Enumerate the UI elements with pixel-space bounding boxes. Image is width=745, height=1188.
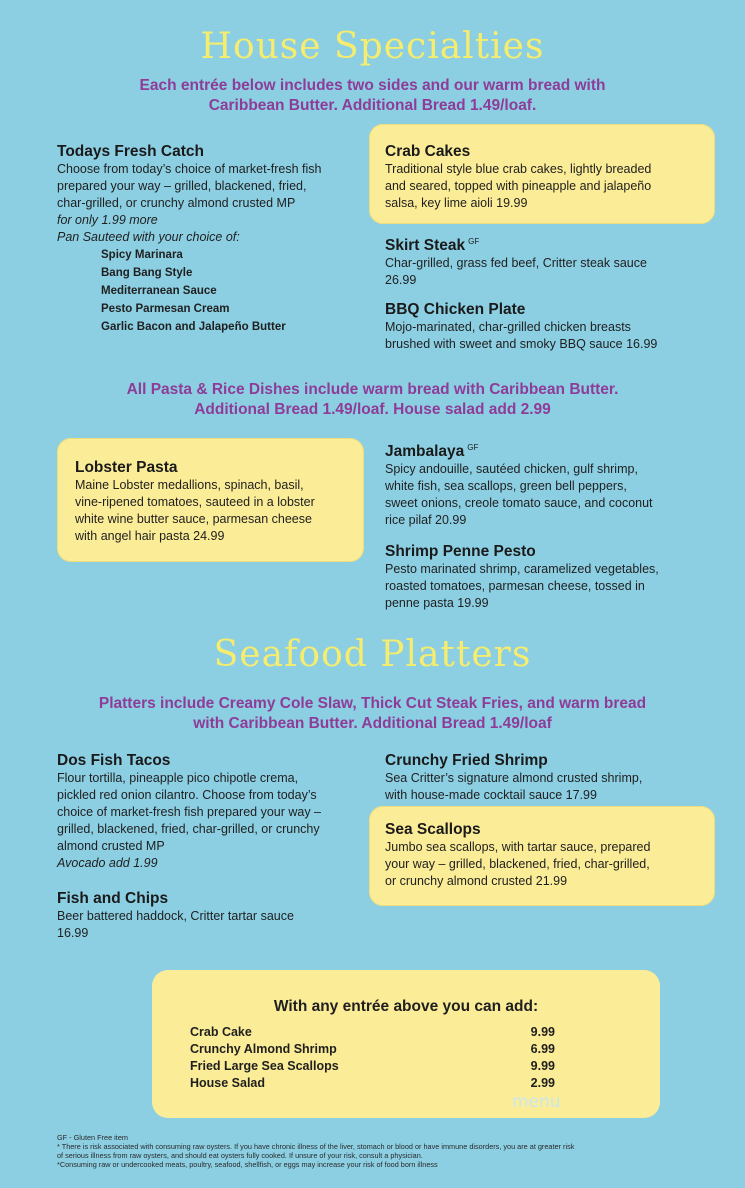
item-desc-line: white fish, sea scallops, green bell peppers, bbox=[385, 479, 627, 494]
menu-item-fresh-catch bbox=[57, 142, 357, 336]
addon-row bbox=[190, 1059, 555, 1073]
menu-item-sea-scallops bbox=[385, 820, 710, 890]
item-desc-line: almond crusted MP bbox=[57, 839, 165, 853]
item-name bbox=[385, 232, 705, 255]
item-desc-line: Spicy andouille, sautéed chicken, gulf shrimp, bbox=[385, 462, 638, 477]
item-desc-line: Sea Critter’s signature almond crusted shrimp, bbox=[385, 771, 643, 785]
item-desc-line: roasted tomatoes, parmesan cheese, tossed in bbox=[385, 579, 645, 593]
pasta-intro-line-2: Additional Bread 1.49/loaf. House salad add 2.99 bbox=[194, 401, 551, 418]
item-name: Fish and Chips bbox=[57, 890, 169, 907]
item-desc-line: Choose from today’s choice of market-fresh fish bbox=[57, 162, 322, 176]
item-desc-line: Char-grilled, grass fed beef, Critter steak sauce bbox=[385, 256, 647, 271]
item-desc-line: with angel hair pasta 24.99 bbox=[75, 529, 225, 543]
item-desc-line: char-grilled, or crunchy almond crusted MP bbox=[57, 196, 296, 210]
item-desc-line: sweet onions, creole tomato sauce, and coconut bbox=[385, 496, 653, 511]
gluten-free-tag: GF bbox=[468, 237, 480, 246]
item-name: Crunchy Fried Shrimp bbox=[385, 752, 548, 769]
footer-line: GF - Gluten Free item bbox=[57, 1133, 128, 1142]
pasta-intro bbox=[0, 380, 745, 420]
addon-row bbox=[190, 1076, 555, 1090]
menu-item-crab-cakes bbox=[385, 142, 705, 212]
item-desc-line: rice pilaf 20.99 bbox=[385, 513, 467, 528]
addon-row bbox=[190, 1042, 555, 1056]
menu-item-jambalaya bbox=[385, 438, 715, 529]
menu-item-lobster-pasta bbox=[75, 458, 360, 545]
item-desc-line: Jumbo sea scallops, with tartar sauce, prepared bbox=[385, 840, 651, 854]
item-name-text: Jambalaya bbox=[385, 443, 465, 461]
item-desc-line: Maine Lobster medallions, spinach, basil, bbox=[75, 478, 304, 492]
section-title-seafood-platters: Seafood Platters bbox=[213, 634, 532, 675]
sauce-option: Bang Bang Style bbox=[101, 267, 193, 279]
addons-box bbox=[152, 970, 660, 1118]
seafood-intro-line-2: with Caribbean Butter. Additional Bread 1.49/loaf bbox=[193, 715, 552, 732]
item-desc-line: 16.99 bbox=[57, 926, 89, 940]
item-name: Todays Fresh Catch bbox=[57, 143, 205, 160]
house-intro bbox=[0, 76, 745, 116]
pasta-intro-line-1: All Pasta & Rice Dishes include warm bread with Caribbean Butter. bbox=[126, 381, 619, 398]
footer-line: * There is risk associated with consuming raw oysters. If you have chronic illness of the liver, stomach or blood or have immune disorders, you are at greater risk bbox=[57, 1142, 575, 1151]
item-desc-line: or crunchy almond crusted 21.99 bbox=[385, 874, 568, 888]
item-name: Crab Cakes bbox=[385, 143, 471, 160]
addon-price: 9.99 bbox=[530, 1025, 555, 1039]
item-name: BBQ Chicken Plate bbox=[385, 301, 526, 318]
item-name: Sea Scallops bbox=[385, 821, 481, 838]
addon-price: 2.99 bbox=[530, 1076, 555, 1090]
menu-item-skirt-steak bbox=[385, 232, 705, 289]
sauce-option: Mediterranean Sauce bbox=[101, 285, 217, 297]
item-desc-line: brushed with sweet and smoky BBQ sauce 16.99 bbox=[385, 337, 658, 351]
item-desc-line: Beer battered haddock, Critter tartar sauce bbox=[57, 909, 294, 923]
addon-label: House Salad bbox=[190, 1076, 266, 1090]
sauce-options bbox=[57, 246, 357, 336]
item-desc-line: grilled, blackened, fried, char-grilled, or crunchy bbox=[57, 822, 320, 836]
seafood-intro bbox=[0, 694, 745, 734]
addon-label: Fried Large Sea Scallops bbox=[190, 1059, 339, 1073]
item-desc-line: and seared, topped with pineapple and jalapeño bbox=[385, 179, 652, 193]
item-desc-line: Mojo-marinated, char-grilled chicken breasts bbox=[385, 320, 631, 334]
addon-label: Crab Cake bbox=[190, 1025, 252, 1039]
item-name bbox=[385, 438, 715, 461]
addon-row bbox=[190, 1025, 555, 1039]
sauce-option: Garlic Bacon and Jalapeño Butter bbox=[101, 321, 286, 333]
item-desc-line: Flour tortilla, pineapple pico chipotle crema, bbox=[57, 771, 299, 785]
item-note: for only 1.99 more bbox=[57, 213, 158, 227]
gluten-free-tag: GF bbox=[467, 443, 479, 452]
sauce-option: Pesto Parmesan Cream bbox=[101, 303, 230, 315]
menu-item-fish-chips bbox=[57, 889, 367, 942]
menu-item-shrimp-penne bbox=[385, 542, 715, 612]
item-desc-line: choice of market-fresh fish prepared your way – bbox=[57, 805, 322, 819]
footer-line: of serious illness from raw oysters, and should eat oysters fully cooked. If unsure of your risk, consult a physician. bbox=[57, 1151, 423, 1160]
item-desc-line: 26.99 bbox=[385, 273, 417, 288]
section-title-house-specialties: House Specialties bbox=[200, 26, 545, 67]
item-desc-line: salsa, key lime aioli 19.99 bbox=[385, 196, 528, 210]
menu-item-fish-tacos bbox=[57, 751, 367, 872]
item-desc-line: pickled red onion cilantro. Choose from today’s bbox=[57, 788, 317, 802]
item-name: Shrimp Penne Pesto bbox=[385, 543, 536, 560]
item-desc-line: with house-made cocktail sauce 17.99 bbox=[385, 788, 597, 802]
footer-line: *Consuming raw or undercooked meats, poultry, seafood, shellfish, or eggs may increase your risk of food born illness bbox=[57, 1160, 438, 1169]
item-desc-line: penne pasta 19.99 bbox=[385, 596, 489, 610]
item-desc-line: prepared your way – grilled, blackened, fried, bbox=[57, 179, 307, 193]
house-intro-line-1: Each entrée below includes two sides and our warm bread with bbox=[139, 77, 606, 94]
addon-price: 6.99 bbox=[530, 1042, 555, 1056]
item-desc-line: white wine butter sauce, parmesan cheese bbox=[75, 512, 312, 526]
item-name: Lobster Pasta bbox=[75, 459, 178, 476]
footer-notes bbox=[57, 1133, 707, 1169]
item-name: Dos Fish Tacos bbox=[57, 752, 171, 769]
addons-heading: With any entrée above you can add: bbox=[273, 998, 539, 1015]
item-desc-line: Pesto marinated shrimp, caramelized vegetables, bbox=[385, 562, 659, 576]
item-desc-line: your way – grilled, blackened, fried, char-grilled, bbox=[385, 857, 650, 871]
item-desc-line: vine-ripened tomatoes, sauteed in a lobster bbox=[75, 495, 315, 509]
watermark-logo: menu bbox=[512, 1092, 561, 1112]
addon-label: Crunchy Almond Shrimp bbox=[190, 1042, 337, 1056]
addon-price: 9.99 bbox=[530, 1059, 555, 1073]
item-desc-line: Traditional style blue crab cakes, lightly breaded bbox=[385, 162, 652, 176]
item-name-text: Skirt Steak bbox=[385, 237, 466, 255]
item-note: Avocado add 1.99 bbox=[57, 856, 158, 870]
sauce-option: Spicy Marinara bbox=[101, 249, 183, 261]
item-note: Pan Sauteed with your choice of: bbox=[57, 230, 240, 244]
menu-item-fried-shrimp bbox=[385, 751, 715, 804]
seafood-intro-line-1: Platters include Creamy Cole Slaw, Thick Cut Steak Fries, and warm bread bbox=[98, 695, 647, 712]
menu-item-bbq-chicken bbox=[385, 300, 715, 353]
house-intro-line-2: Caribbean Butter. Additional Bread 1.49/loaf. bbox=[208, 97, 537, 114]
